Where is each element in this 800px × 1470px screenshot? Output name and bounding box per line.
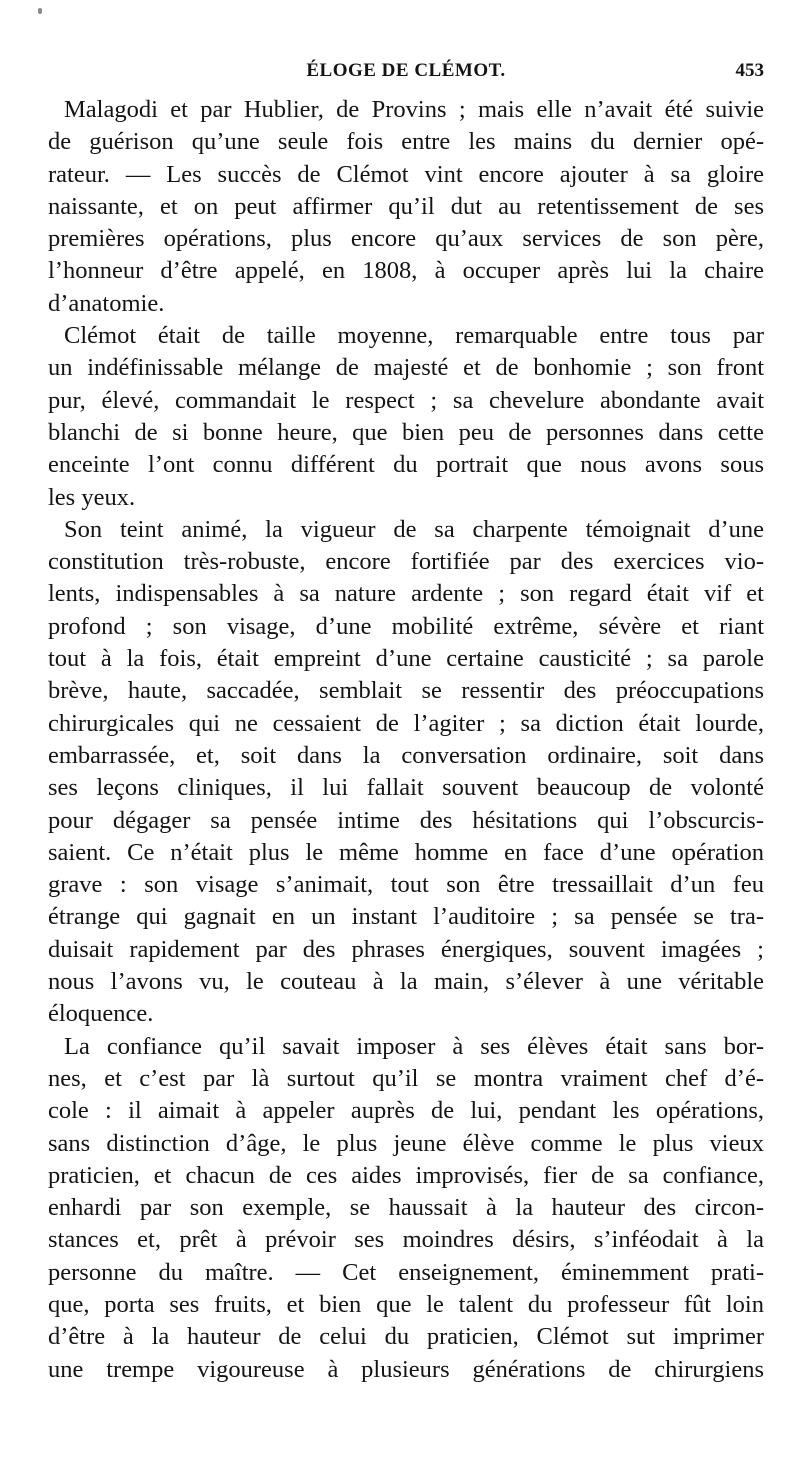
text-line: tout à la fois, était empreint d’une certaine causticité ; sa parole: [48, 645, 764, 673]
text-line: cole : il aimait à appeler auprès de lui, pendant les opérations,: [48, 1097, 764, 1125]
text-line: les yeux.: [48, 483, 136, 511]
page-number: 453: [735, 60, 764, 81]
body-text: [48, 94, 764, 1386]
text-line: saient. Ce n’était plus le même homme en face d’une opération: [48, 838, 764, 866]
text-line: stances et, prêt à prévoir ses moindres désirs, s’inféodait à la: [48, 1226, 764, 1254]
text-line: Malagodi et par Hublier, de Provins ; mais elle n’avait été suivie: [64, 96, 764, 123]
text-line: praticien, et chacun de ces aides improvisés, fier de sa confiance,: [48, 1161, 764, 1189]
text-line: blanchi de si bonne heure, que bien peu de personnes dans cette: [48, 418, 764, 446]
text-line: éloquence.: [48, 1000, 154, 1028]
text-line: sans distinction d’âge, le plus jeune élève comme le plus vieux: [48, 1129, 764, 1157]
text-line: chirurgicales qui ne cessaient de l’agiter ; sa diction était lourde,: [48, 709, 764, 737]
text-line: de guérison qu’une seule fois entre les mains du dernier opé-: [48, 128, 764, 156]
text-line: rateur. — Les succès de Clémot vint encore ajouter à sa gloire: [48, 160, 764, 188]
text-line: lents, indispensables à sa nature ardente ; son regard était vif et: [48, 580, 764, 608]
text-line: constitution très-robuste, encore fortifiée par des exercices vio-: [48, 548, 764, 576]
text-line: enceinte l’ont connu différent du portrait que nous avons sous: [48, 451, 764, 479]
text-line: profond ; son visage, d’une mobilité extrême, sévère et riant: [48, 612, 764, 640]
text-line: Clémot était de taille moyenne, remarquable entre tous par: [64, 322, 764, 350]
text-line: d’anatomie.: [48, 289, 165, 317]
print-speck: [38, 8, 42, 14]
text-line: pur, élevé, commandait le respect ; sa chevelure abondante avait: [48, 386, 764, 414]
text-line: nous l’avons vu, le couteau à la main, s’élever à une véritable: [48, 968, 764, 996]
text-line: enhardi par son exemple, se haussait à la hauteur des circon-: [48, 1194, 764, 1222]
text-line: brève, haute, saccadée, semblait se ressentir des préoccupations: [48, 677, 764, 705]
paragraph: [48, 94, 764, 320]
text-line: une trempe vigoureuse à plusieurs générations de chirurgiens: [48, 1355, 764, 1383]
paragraph: [48, 1031, 764, 1386]
paragraph: [48, 320, 764, 514]
text-line: nes, et c’est par là surtout qu’il se montra vraiment chef d’é-: [48, 1064, 764, 1092]
paragraph: [48, 514, 764, 1031]
text-line: d’être à la hauteur de celui du praticien, Clémot sut imprimer: [48, 1323, 764, 1351]
text-line: personne du maître. — Cet enseignement, éminemment prati-: [48, 1258, 764, 1286]
text-line: duisait rapidement par des phrases énergiques, souvent imagées ;: [48, 935, 764, 963]
text-line: grave : son visage s’animait, tout son être tressaillait d’un feu: [48, 871, 764, 899]
text-line: l’honneur d’être appelé, en 1808, à occuper après lui la chaire: [48, 257, 764, 285]
text-line: embarrassée, et, soit dans la conversation ordinaire, soit dans: [48, 741, 764, 769]
text-line: ses leçons cliniques, il lui fallait souvent beaucoup de volonté: [48, 774, 764, 802]
text-line: premières opérations, plus encore qu’aux services de son père,: [48, 225, 764, 253]
text-line: pour dégager sa pensée intime des hésitations qui l’obscurcis-: [48, 806, 764, 834]
text-line: Son teint animé, la vigueur de sa charpente témoignait d’une: [64, 515, 764, 543]
text-line: que, porta ses fruits, et bien que le talent du professeur fût loin: [48, 1290, 764, 1318]
text-line: naissante, et on peut affirmer qu’il dut au retentissement de ses: [48, 192, 764, 220]
running-head: [48, 60, 764, 88]
text-line: La confiance qu’il savait imposer à ses élèves était sans bor-: [64, 1032, 764, 1060]
text-line: un indéfinissable mélange de majesté et de bonhomie ; son front: [48, 354, 764, 382]
text-line: étrange qui gagnait en un instant l’auditoire ; sa pensée se tra-: [48, 903, 764, 931]
running-title: ÉLOGE DE CLÉMOT.: [306, 60, 506, 81]
